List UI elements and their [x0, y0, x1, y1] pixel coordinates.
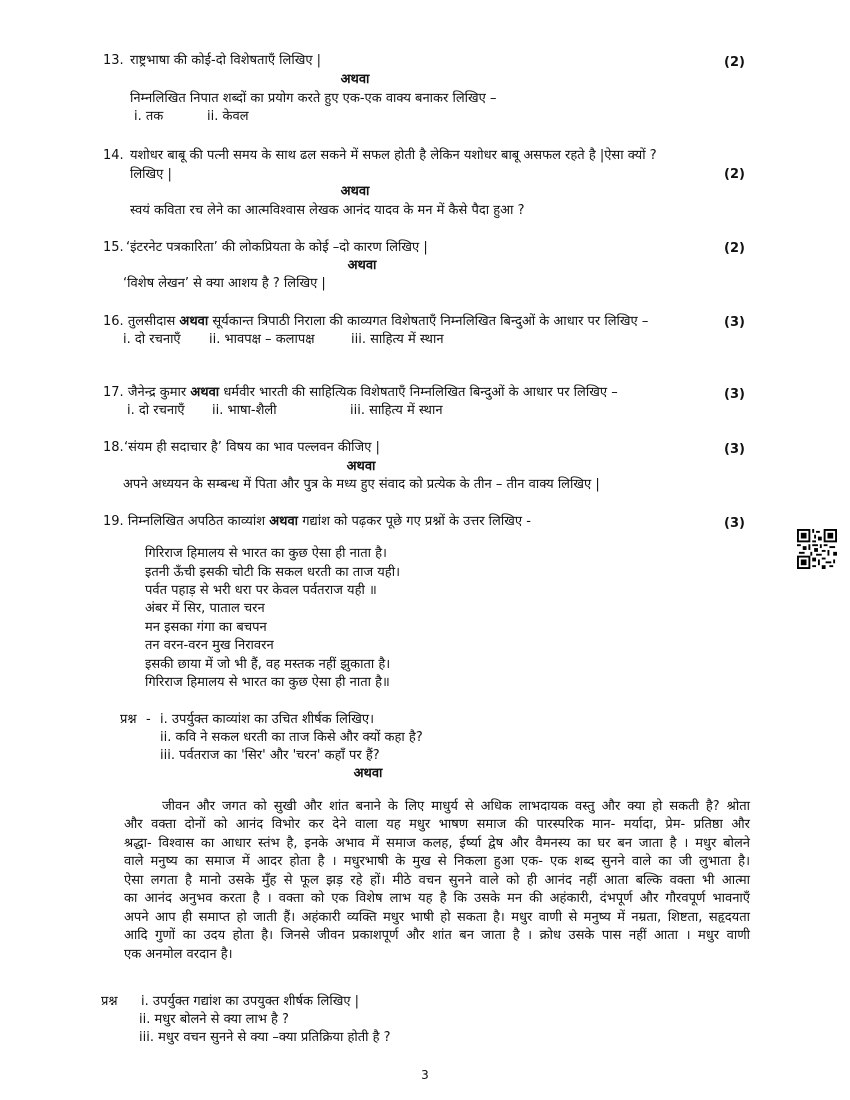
poem-line: पर्वत पहाड़ से भरी धरा पर केवल पर्वतराज यही ॥ [145, 583, 377, 598]
q13-or: अथवा [340, 72, 370, 87]
q15-alt: ‘विशेष लेखन’ से क्या आशय है ? लिखिए | [123, 276, 326, 291]
q18-or: अथवा [346, 459, 376, 474]
q18-marks: (3) [724, 442, 745, 457]
q18-number: 18. [103, 440, 124, 455]
prose-question-1: i. उपर्युक्त गद्यांश का उपयुक्त शीर्षक लिखिए | [141, 994, 360, 1009]
q14-marks: (2) [724, 167, 745, 182]
poem-line: गिरिराज हिमालय से भारत का कुछ ऐसा ही नाता है। [145, 546, 387, 561]
q17-marks: (3) [724, 387, 745, 402]
prose-question-3: iii. मधुर वचन सुनने से क्या –क्या प्रतिक्रिया होती है ? [139, 1030, 391, 1045]
q16-option-1: i. दो रचनाएँ [123, 332, 181, 347]
prose-prashna-label: प्रश्न [101, 994, 118, 1009]
poem-line: इसकी छाया में जो भी हैं, वह मस्तक नहीं झुकाता है। [145, 657, 391, 672]
q16-question [103, 312, 648, 331]
prose-line: ऐसा लगता है मानो उसके मुँह से फूल झड़ रहे हों। मीठे वचन सुनने वाले को ही आनंद नहीं आता बल्कि वक्ता भी आत्मा [124, 873, 750, 888]
q14-text-line-2: लिखिए | [130, 167, 172, 182]
q16-option-3: iii. साहित्य में स्थान [351, 332, 444, 347]
q17-or: अथवा [190, 385, 220, 400]
q16-text-post: सूर्यकान्त त्रिपाठी निराला की काव्यगत विशेषताएँ निम्नलिखित बिन्दुओं के आधार पर लिखिए – [212, 314, 649, 329]
q13-text: राष्ट्रभाषा की कोई-दो विशेषताएँ लिखिए | [130, 53, 322, 68]
poem-question-1: i. उपर्युक्त काव्यांश का उचित शीर्षक लिखिए। [160, 712, 375, 727]
q19-question [103, 512, 531, 531]
q16-number: 16. [103, 314, 124, 329]
q16-marks: (3) [724, 315, 745, 330]
q15-marks: (2) [724, 241, 745, 256]
poem-line: गिरिराज हिमालय से भारत का कुछ ऐसा ही नाता है॥ [145, 675, 390, 690]
poem-line: तन वरन-वरन मुख निरावरन [145, 638, 274, 653]
q19-or: अथवा [269, 514, 299, 529]
q14-text-line-1: यशोधर बाबू की पत्नी समय के साथ ढल सकने में सफल होती है लेकिन यशोधर बाबू असफल रहते है |ऐसा क्यों ? [130, 148, 657, 163]
prose-question-2: ii. मधुर बोलने से क्या लाभ है ? [139, 1012, 289, 1027]
prose-line: श्रद्धा- विश्वास का आधार स्तंभ है, इनके अभाव में समाज कलह, ईर्ष्या द्वेष और वैमनस्य का घर बन जाता है । मधुर बोलने [124, 836, 750, 851]
poem-prashna-label: प्रश्न [120, 712, 137, 727]
q13-number: 13. [103, 53, 124, 68]
poem-line: इतनी ऊँची इसकी चोटी कि सकल धरती का ताज यही। [145, 565, 400, 580]
prose-line: वाले मनुष्य का समाज में आदर होता है । मधुरभाषी के मुख से निकला हुआ एक- एक शब्द सुनने वाले का जी लुभाता है। [124, 854, 750, 869]
q13-alt: निम्नलिखित निपात शब्दों का प्रयोग करते हुए एक-एक वाक्य बनाकर लिखिए – [130, 91, 497, 106]
poem-line: अंबर में सिर, पाताल चरन [145, 601, 265, 616]
q14-or: अथवा [340, 184, 370, 199]
poem-line: मन इसका गंगा का बचपन [145, 620, 267, 635]
q19-text-pre: निम्नलिखित अपठित काव्यांश [127, 514, 266, 529]
q19-or-2: अथवा [353, 766, 383, 781]
q17-question [103, 383, 618, 402]
q19-number: 19. [103, 514, 124, 529]
prose-line: अपने आप ही समाप्त हो जाती हैं। अहंकारी व्यक्ति मधुर भाषी हो सकता है। मधुर वाणी से मनुष्य में नम्रता, शिष्टता, सहृदयता [124, 910, 750, 925]
q17-text-pre: जैनेन्द्र कुमार [127, 385, 187, 400]
page-number: 3 [421, 1068, 429, 1082]
q16-option-2: ii. भावपक्ष – कलापक्ष [209, 332, 315, 347]
q14-alt: स्वयं कविता रच लेने का आत्मविश्वास लेखक आनंद यादव के मन में कैसे पैदा हुआ ? [130, 203, 525, 218]
q16-text-pre: तुलसीदास [127, 314, 176, 329]
q15-text: ‘इंटरनेट पत्रकारिता’ की लोकप्रियता के कोई –दो कारण लिखिए | [126, 240, 428, 255]
qr-code-icon [797, 529, 837, 569]
q13-marks: (2) [724, 55, 745, 70]
q14-number: 14. [103, 148, 124, 163]
q17-option-3: iii. साहित्य में स्थान [350, 403, 443, 418]
prose-line: जीवन और जगत को सुखी और शांत बनाने के लिए माधुर्य से अधिक लाभदायक वस्तु और क्या हो सकती है? श्रोता [162, 799, 750, 814]
prose-line: एक अनमोल वरदान है। [124, 947, 233, 962]
q17-option-2: ii. भाषा-शैली [212, 403, 277, 418]
q16-or: अथवा [179, 314, 209, 329]
q15-number: 15. [103, 240, 124, 255]
q19-marks: (3) [724, 516, 745, 531]
q17-text-post: धर्मवीर भारती की साहित्यिक विशेषताएँ निम्नलिखित बिन्दुओं के आधार पर लिखिए – [223, 385, 618, 400]
q13-option-1: i. तक [134, 109, 164, 124]
q15-or: अथवा [347, 258, 377, 273]
q17-number: 17. [103, 385, 124, 400]
prose-line: और वक्ता दोनों को आनंद विभोर कर देने वाला यह मधुर भाषण समाज की पारस्परिक मान- मर्यादा, प्रेम- प्रतिष्ठा और [124, 817, 750, 832]
q18-alt: अपने अध्ययन के सम्बन्ध में पिता और पुत्र के मध्य हुए संवाद को प्रत्येक के तीन – तीन वाक्य लिखिए | [123, 477, 600, 492]
poem-prashna-dash: - [146, 712, 151, 727]
q13-option-2: ii. केवल [207, 109, 249, 124]
q19-text-post: गद्यांश को पढ़कर पूछे गए प्रश्नों के उत्तर लिखिए - [302, 514, 531, 529]
prose-line: का आनंद अनुभव करता है । वक्ता को एक विशेष लाभ यह है कि उसके मन की अहंकारी, दंभपूर्ण और गौरवपूर्ण भावनाएँ [124, 891, 750, 906]
q17-option-1: i. दो रचनाएँ [127, 403, 185, 418]
poem-question-3: iii. पर्वतराज का 'सिर' और 'चरन' कहाँ पर हैं? [160, 748, 380, 763]
prose-line: आदि गुणों का उदय होता है। जिनसे जीवन प्रकाशपूर्ण और शांत बन जाता है । क्रोध उसके पास नहीं आता । मधुर वाणी [124, 928, 750, 943]
q18-text: ‘संयम ही सदाचार है’ विषय का भाव पल्लवन कीजिए | [124, 440, 380, 455]
poem-question-2: ii. कवि ने सकल धरती का ताज किसे और क्यों कहा है? [160, 730, 423, 745]
